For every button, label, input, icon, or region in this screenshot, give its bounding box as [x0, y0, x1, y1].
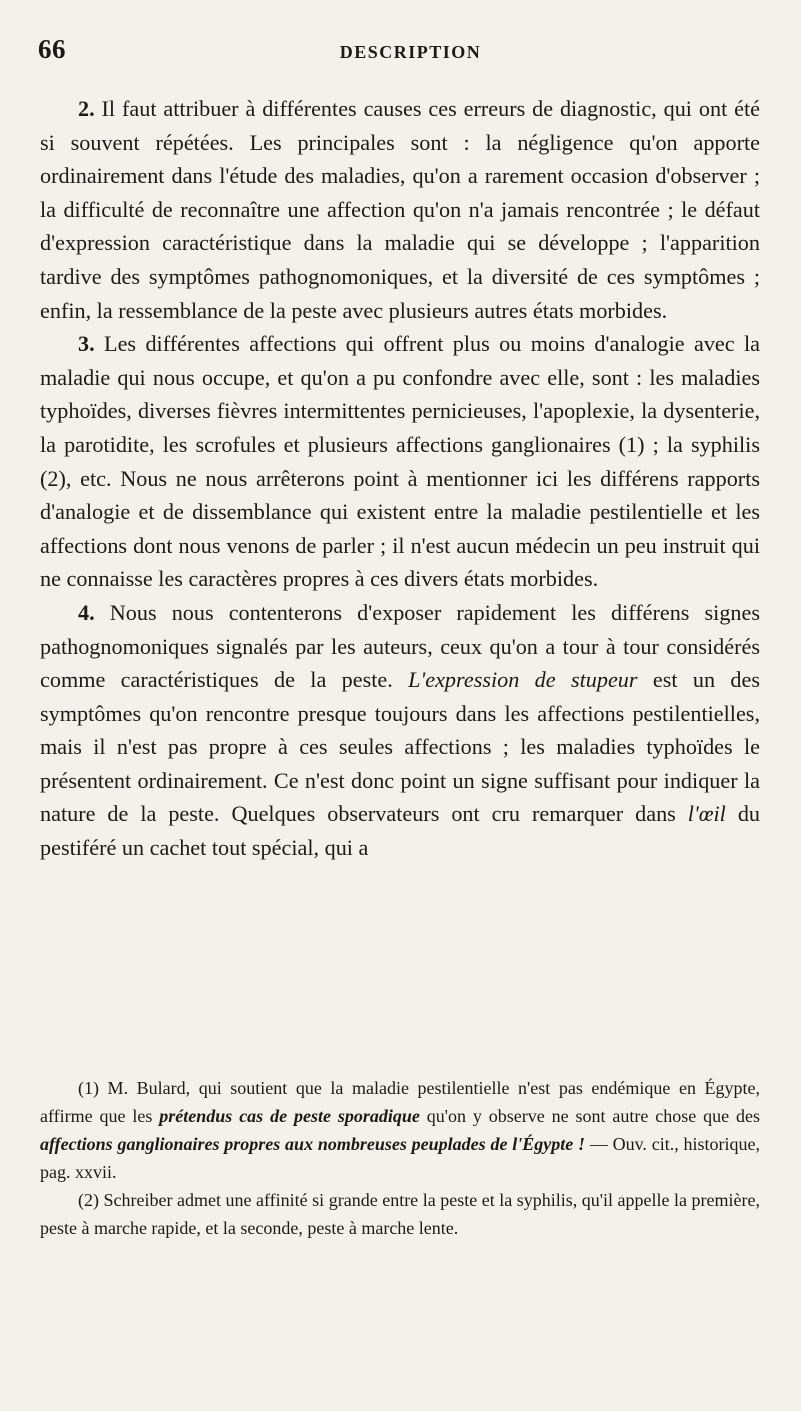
paragraph-3	[40, 327, 760, 596]
running-head: DESCRIPTION	[339, 42, 482, 62]
footnotes	[40, 1074, 760, 1242]
paragraph-text: Nous nous contenterons d'exposer rapidement les différens signes pathognomoniques signalés par les auteurs, ceux qu'on a tour à tour considérés comme caractéristiques de la peste.	[40, 599, 760, 693]
emphasis-term: L'expression de stupeur	[408, 667, 638, 693]
footnote-text: (1) M. Bulard, qui soutient que la maladie pestilentielle n'est pas endémique en Égypte, affirme que les	[40, 1078, 760, 1126]
paragraph-text: du pestiféré un cachet tout spécial, qui a	[40, 801, 760, 861]
footnote-text: (2) Schreiber admet une affinité si grande entre la peste et la syphilis, qu'il appelle la première, peste à marche rapide, et la seconde, peste à marche lente.	[40, 1190, 760, 1238]
paragraph-text: Il faut attribuer à différentes causes ces erreurs de diagnostic, qui ont été si souvent répétées. Les principales sont : la négligence qu'on apporte ordinairement dans l'étude des maladies, qu'on a rarement occasion d'observer ; la difficulté de reconnaître une affection qu'on n'a jamais rencontrée ; le défaut d'expression caractéristique dans la maladie qui se développe ; l'apparition tardive des symptômes pathognomoniques, et la diversité de ces symptômes ; enfin, la ressemblance de la peste avec plusieurs autres états morbides.	[40, 96, 760, 323]
footnote-text: qu'on y observe ne sont autre chose que des	[426, 1106, 760, 1126]
paragraph-2	[40, 92, 760, 327]
paragraph-4	[40, 596, 760, 865]
footnote-emphasis: affections ganglionaires propres aux nombreuses peuplades de l'Égypte !	[40, 1134, 586, 1154]
paragraph-number: 4.	[78, 599, 95, 625]
page-number: 66	[38, 34, 66, 64]
paragraph-text: est un des symptômes qu'on rencontre presque toujours dans les affections pestilentielles, mais il n'est pas propre à ces seules affections ; les maladies typhoïdes le présentent ordinairement. Ce n'est donc point un signe suffisant pour indiquer la nature de la peste. Quelques observateurs ont cru remarquer dans	[40, 667, 761, 827]
body-text	[40, 92, 760, 865]
footnote-text: — Ouv. cit., historique, pag. xxvii.	[40, 1134, 760, 1182]
paragraph-number: 3.	[78, 331, 95, 357]
footnote-1	[40, 1074, 760, 1186]
emphasis-term: l'œil	[687, 801, 726, 827]
footnote-emphasis: prétendus cas de peste sporadique	[159, 1106, 420, 1126]
footnote-2	[40, 1186, 760, 1242]
paragraph-text: Les différentes affections qui offrent plus ou moins d'analogie avec la maladie qui nous occupe, et qu'on a pu confondre avec elle, sont : les maladies typhoïdes, diverses fièvres intermittentes pernicieuses, l'apoplexie, la dysenterie, la parotidite, les scrofules et plusieurs affections ganglionaires (1) ; la syphilis (2), etc. Nous ne nous arrêterons point à mentionner ici les différens rapports d'analogie et de dissemblance qui existent entre la maladie pestilentielle et les affections dont nous venons de parler ; il n'est aucun médecin un peu instruit qui ne connaisse les caractères propres à ces divers états morbides.	[40, 331, 761, 592]
paragraph-number: 2.	[78, 96, 95, 121]
